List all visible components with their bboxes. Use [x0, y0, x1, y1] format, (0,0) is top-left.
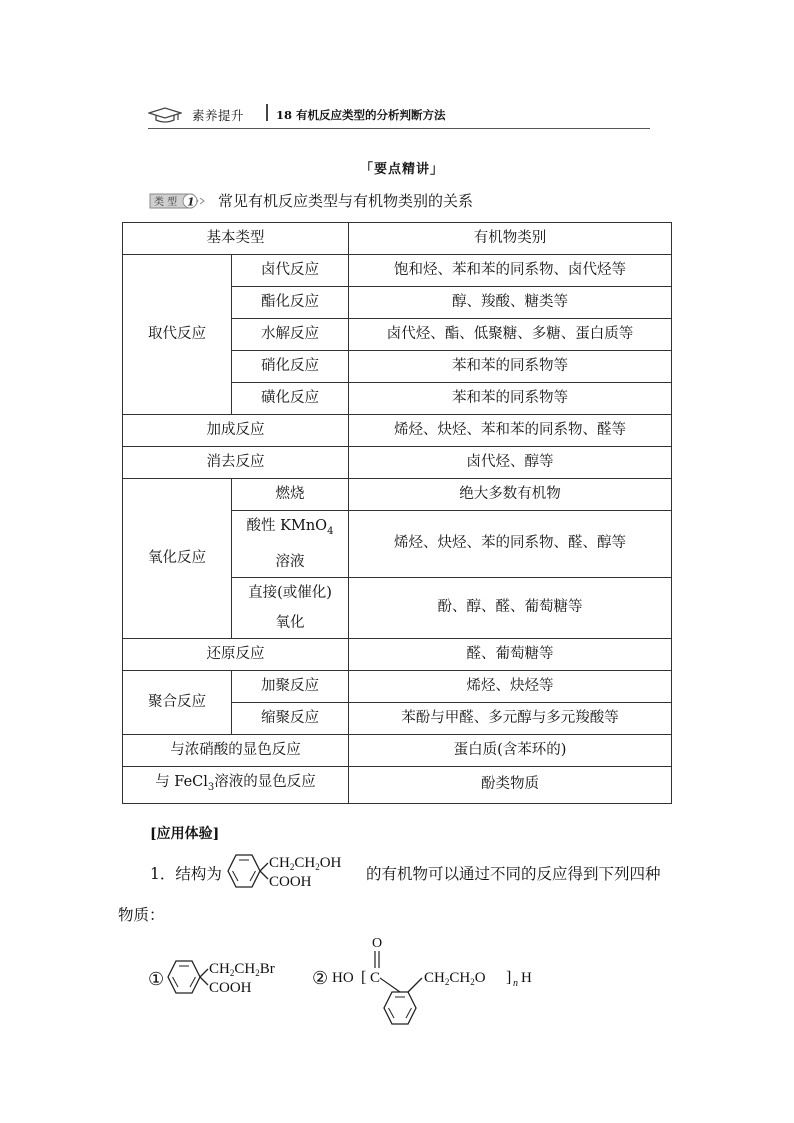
class-cell: 卤代烃、酯、低聚糖、多糖、蛋白质等 [349, 319, 672, 351]
table-row [123, 734, 672, 766]
svg-text:H: H [521, 970, 532, 986]
class-cell: 苯和苯的同系物等 [349, 351, 672, 383]
class-cell: 醇、羧酸、糖类等 [349, 287, 672, 319]
table-row [123, 415, 672, 447]
sub-cell: 燃烧 [232, 479, 349, 511]
header-cell-class: 有机物类别 [349, 223, 672, 255]
type-label: 常见有机反应类型与有机物类别的关系 [218, 192, 474, 210]
application-label: [应用体验] [150, 826, 220, 842]
sub-cell-line1: 直接(或催化) [248, 584, 332, 601]
sub-cell: 缩聚反应 [232, 702, 349, 734]
class-cell: 苯酚与甲醛、多元醇与多元羧酸等 [349, 702, 672, 734]
reaction-table [122, 222, 672, 804]
table-row [123, 479, 672, 511]
svg-text:COOH: COOH [269, 874, 312, 890]
svg-text:CH2CH2O: $CH_2CH_2O$ [424, 970, 486, 987]
page-title: 18 有机反应类型的分析判断方法 [276, 108, 446, 122]
class-cell: 烯烃、炔烃、苯和苯的同系物、醛等 [349, 415, 672, 447]
class-cell: 绝大多数有机物 [349, 479, 672, 511]
svg-text:CH2CH2OH: $CH_2CH_2OH$ [269, 855, 342, 872]
svg-text:C: C [370, 970, 381, 986]
class-cell: 苯和苯的同系物等 [349, 383, 672, 415]
class-cell: 蛋白质(含苯环的) [349, 734, 672, 766]
group-cell-subscript: 3 [207, 781, 215, 793]
type-badge-number: 1 [187, 195, 195, 209]
sub-cell [232, 577, 349, 638]
type-badge [148, 192, 208, 210]
svg-text:[: [ [361, 969, 367, 986]
header-separator [266, 104, 268, 121]
svg-text:HO: HO [332, 970, 354, 986]
table-row [123, 670, 672, 702]
table-row [123, 255, 672, 287]
svg-text:n: n [513, 978, 518, 989]
structure-item-2 [312, 930, 542, 1030]
class-cell: 酚、醇、醛、葡萄糖等 [349, 577, 672, 638]
svg-text:]: ] [506, 969, 512, 986]
sub-cell: 加聚反应 [232, 670, 349, 702]
svg-text:COOH: COOH [209, 980, 252, 996]
question-1-suffix: 的有机物可以通过不同的反应得到下列四种 [366, 865, 661, 883]
item-1-marker: ① [148, 969, 165, 989]
svg-text:O: O [372, 936, 383, 951]
header-cell-type: 基本类型 [123, 223, 349, 255]
sub-cell: 硝化反应 [232, 351, 349, 383]
benzene-ring-icon [168, 961, 208, 993]
sub-cell: 水解反应 [232, 319, 349, 351]
group-cell: 聚合反应 [123, 670, 232, 734]
sub-cell-line2: 溶液 [275, 553, 305, 570]
page-header [148, 104, 648, 126]
sub-cell: 酯化反应 [232, 287, 349, 319]
section-label: 素养提升 [192, 108, 245, 123]
question-1-prefix: 1．结构为 [150, 865, 222, 883]
subheading: 「要点精讲」 [360, 162, 445, 177]
structure-main [220, 850, 366, 892]
benzene-ring-icon [228, 855, 268, 887]
group-cell: 消去反应 [123, 447, 349, 479]
group-cell-pre: 与 FeCl [155, 773, 208, 790]
class-cell: 卤代烃、醇等 [349, 447, 672, 479]
class-cell: 饱和烃、苯和苯的同系物、卤代烃等 [349, 255, 672, 287]
type-badge-text: 类 型 [154, 197, 178, 208]
sub-cell-line2: 氧化 [275, 614, 305, 631]
class-cell: 醛、葡萄糖等 [349, 638, 672, 670]
sub-cell [232, 511, 349, 578]
group-cell: 取代反应 [123, 255, 232, 415]
table-header-row [123, 223, 672, 255]
table-row [123, 638, 672, 670]
group-cell: 还原反应 [123, 638, 349, 670]
table-row [123, 766, 672, 803]
group-cell [123, 766, 349, 803]
graduation-cap-icon [148, 107, 182, 123]
group-cell-post: 溶液的显色反应 [214, 773, 316, 790]
group-cell: 氧化反应 [123, 479, 232, 639]
svg-text:CH2CH2Br: $CH_2CH_2Br$ [209, 961, 275, 978]
sub-cell: 卤代反应 [232, 255, 349, 287]
class-cell: 酚类物质 [349, 766, 672, 803]
group-cell: 加成反应 [123, 415, 349, 447]
structure-item-1 [148, 955, 308, 1001]
sub-cell-subscript: 4 [327, 525, 334, 537]
header-rule [148, 128, 650, 129]
class-cell: 烯烃、炔烃等 [349, 670, 672, 702]
class-cell: 烯烃、炔烃、苯的同系物、醛、醇等 [349, 511, 672, 578]
question-1-line2: 物质： [118, 906, 165, 924]
sub-cell: 磺化反应 [232, 383, 349, 415]
group-cell: 与浓硝酸的显色反应 [123, 734, 349, 766]
sub-cell-line1: 酸性 KMnO [246, 518, 328, 534]
table-row [123, 447, 672, 479]
item-2-marker: ② [312, 968, 329, 988]
